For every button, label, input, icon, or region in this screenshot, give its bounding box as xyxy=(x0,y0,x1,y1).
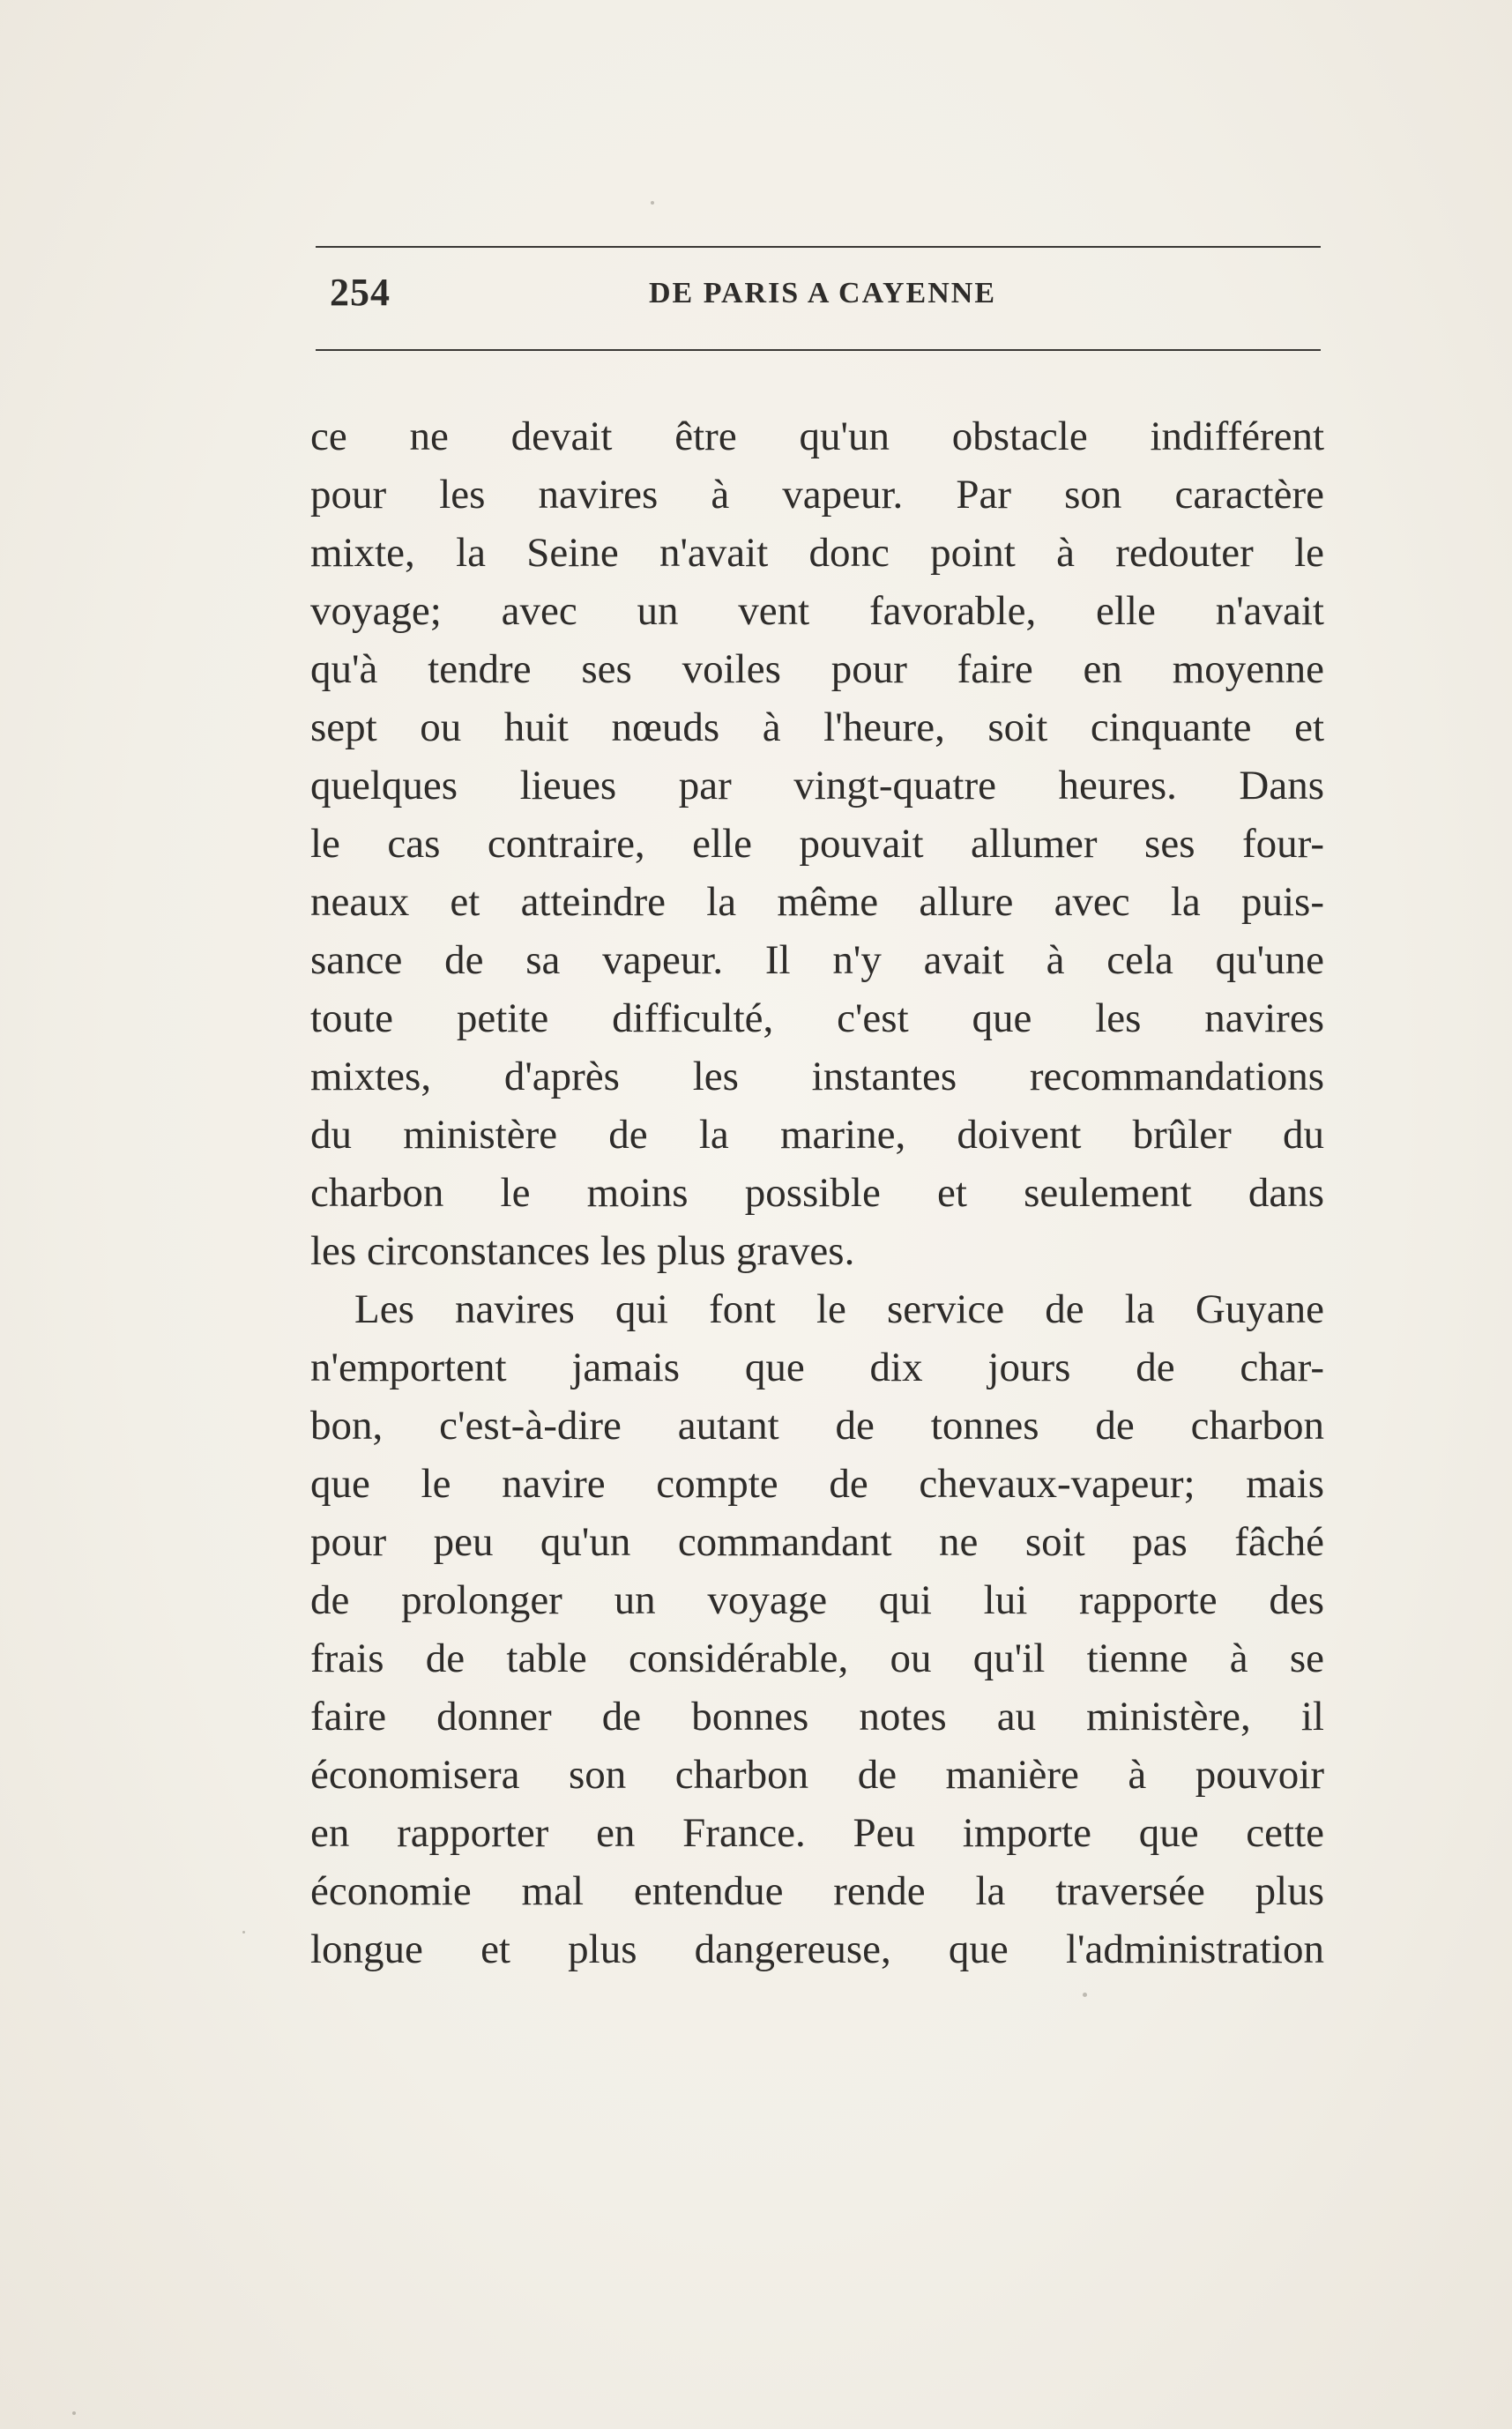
text-line: sept ou huit nœuds à l'heure, soit cinquante et xyxy=(310,704,1324,750)
text-line: les circonstances les plus graves. xyxy=(310,1228,855,1274)
paper-speck xyxy=(72,2411,76,2415)
text-line: le cas contraire, elle pouvait allumer ses four- xyxy=(310,821,1324,867)
page-header xyxy=(316,265,1321,326)
text-line: charbon le moins possible et seulement dans xyxy=(310,1170,1324,1216)
text-line: mixtes, d'après les instantes recommandations xyxy=(310,1054,1324,1099)
page-number: 254 xyxy=(330,271,391,314)
text-line: longue et plus dangereuse, que l'administration xyxy=(310,1926,1324,1972)
text-line: économisera son charbon de manière à pouvoir xyxy=(310,1752,1324,1798)
text-line: économie mal entendue rende la traversée plus xyxy=(310,1868,1324,1914)
text-line: de prolonger un voyage qui lui rapporte des xyxy=(310,1577,1324,1623)
text-line: n'emportent jamais que dix jours de char- xyxy=(310,1345,1324,1390)
text-line: voyage; avec un vent favorable, elle n'avait xyxy=(310,588,1324,634)
text-line: ce ne devait être qu'un obstacle indifférent xyxy=(310,414,1324,459)
text-line: du ministère de la marine, doivent brûler du xyxy=(310,1112,1324,1158)
running-head: DE PARIS A CAYENNE xyxy=(648,277,997,309)
text-line: quelques lieues par vingt-quatre heures. Dans xyxy=(310,763,1324,808)
text-line: sance de sa vapeur. Il n'y avait à cela qu'une xyxy=(310,937,1324,983)
text-line: Les navires qui font le service de la Guyane xyxy=(354,1286,1324,1332)
header-bottom-rule xyxy=(316,349,1321,351)
text-line: neaux et atteindre la même allure avec la puis- xyxy=(310,879,1324,925)
paper-speck xyxy=(1083,1993,1087,1997)
text-line: que le navire compte de chevaux-vapeur; mais xyxy=(310,1461,1324,1507)
header-top-rule xyxy=(316,246,1321,248)
text-line: frais de table considérable, ou qu'il tienne à se xyxy=(310,1635,1324,1681)
text-line: pour peu qu'un commandant ne soit pas fâché xyxy=(310,1519,1324,1565)
text-line: mixte, la Seine n'avait donc point à redouter le xyxy=(310,530,1324,576)
text-line: faire donner de bonnes notes au ministère, il xyxy=(310,1694,1324,1740)
body-text xyxy=(310,407,1324,1978)
text-line: bon, c'est-à-dire autant de tonnes de charbon xyxy=(310,1403,1324,1449)
text-line: pour les navires à vapeur. Par son caractère xyxy=(310,472,1324,518)
paper-speck xyxy=(242,1931,245,1934)
text-line: qu'à tendre ses voiles pour faire en moyenne xyxy=(310,646,1324,692)
text-line: toute petite difficulté, c'est que les navires xyxy=(310,995,1324,1041)
paper-speck xyxy=(651,201,654,205)
text-line: en rapporter en France. Peu importe que cette xyxy=(310,1810,1324,1856)
